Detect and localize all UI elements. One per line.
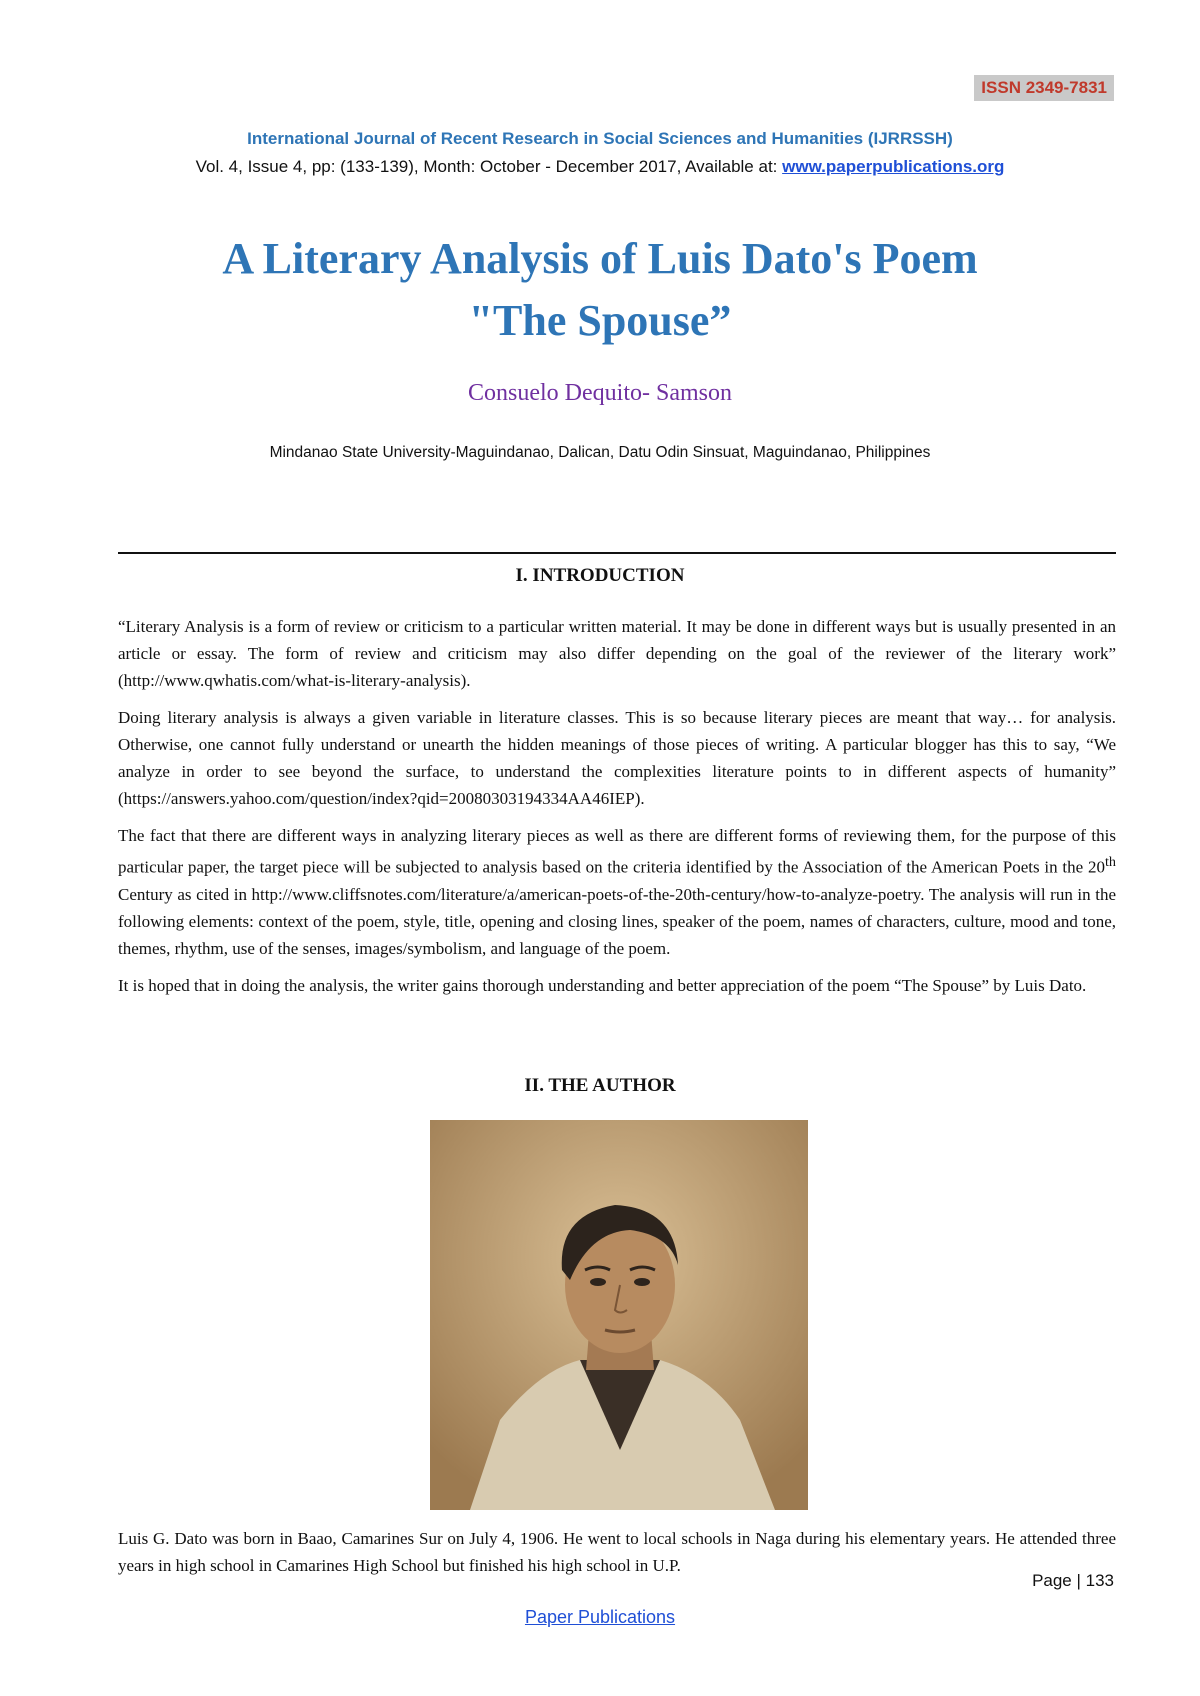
header-divider — [118, 552, 1116, 554]
author-name: Consuelo Dequito- Samson — [468, 380, 732, 406]
volume-line — [0, 157, 1200, 177]
page-number: Page | 133 — [1032, 1571, 1114, 1590]
author-affiliation: Mindanao State University-Maguindanao, Dalican, Datu Odin Sinsuat, Maguindanao, Philippines — [269, 444, 931, 461]
paper-title — [0, 228, 1200, 352]
author-paragraph: Luis G. Dato was born in Baao, Camarines Sur on July 4, 1906. He went to local schools in Naga during his elementary years. He attended three years in high school in Camarines High School but finished his high school in U.P. — [118, 1529, 1116, 1575]
intro-paragraph-4: It is hoped that in doing the analysis, the writer gains thorough understanding and better appreciation of the poem “The Spouse” by Luis Dato. — [118, 975, 1087, 995]
volume-info: Vol. 4, Issue 4, pp: (133-139), Month: October - December 2017, Available at: — [195, 157, 783, 176]
intro-paragraph-2: Doing literary analysis is always a given variable in literature classes. This is so because literary pieces are meant that way… for analysis. Otherwise, one cannot fully understand or unearth the hidden meanings of those pieces of writing. A particular blogger has this to say, “We analyze in order to see beyond the surface, to understand the complexities literature points to in different aspects of humanity” (https://answers.yahoo.com/question/index?qid=20080303194334AA46IEP). — [118, 708, 1116, 808]
author-portrait-photo — [430, 1120, 808, 1510]
title-line-2: "The Spouse” — [468, 296, 732, 345]
introduction-body — [118, 613, 1116, 1009]
issn-badge: ISSN 2349-7831 — [974, 75, 1114, 101]
intro-p3-text-cont: Century as cited in http://www.cliffsnotes.com/literature/a/american-poets-of-the-20th-century/how-to-analyze-poetry. The analysis will run in the following elements: context of the poem, style, title, opening and closing lines, speaker of the poem, names of characters, culture, mood and tone, themes, rhythm, use of the senses, images/symbolism, and language of the poem. — [118, 884, 1116, 958]
intro-paragraph-3 — [118, 822, 1116, 962]
journal-website-link[interactable]: www.paperpublications.org — [782, 157, 1005, 176]
intro-p3-superscript: th — [1104, 854, 1116, 870]
section-heading-author: II. THE AUTHOR — [524, 1075, 676, 1096]
title-line-1: A Literary Analysis of Luis Dato's Poem — [222, 234, 978, 283]
section-heading-introduction: I. INTRODUCTION — [515, 565, 685, 586]
intro-p3-text: The fact that there are different ways in analyzing literary pieces as well as there are different forms of reviewing them, for the purpose of this particular paper, the target piece will be subjected to analysis based on the criteria identified by the Association of the American Poets in the 20 — [118, 826, 1116, 877]
intro-paragraph-1: “Literary Analysis is a form of review or criticism to a particular written material. It may be done in different ways but is usually presented in an article or essay. The form of review and criticism may also differ depending on the goal of the reviewer of the literary work” (http://www.qwhatis.com/what-is-literary-analysis). — [118, 617, 1116, 690]
author-body — [118, 1525, 1116, 1589]
publisher-footer-link[interactable]: Paper Publications — [524, 1607, 676, 1627]
journal-name: International Journal of Recent Research in Social Sciences and Humanities (IJRRSSH) — [247, 129, 953, 148]
